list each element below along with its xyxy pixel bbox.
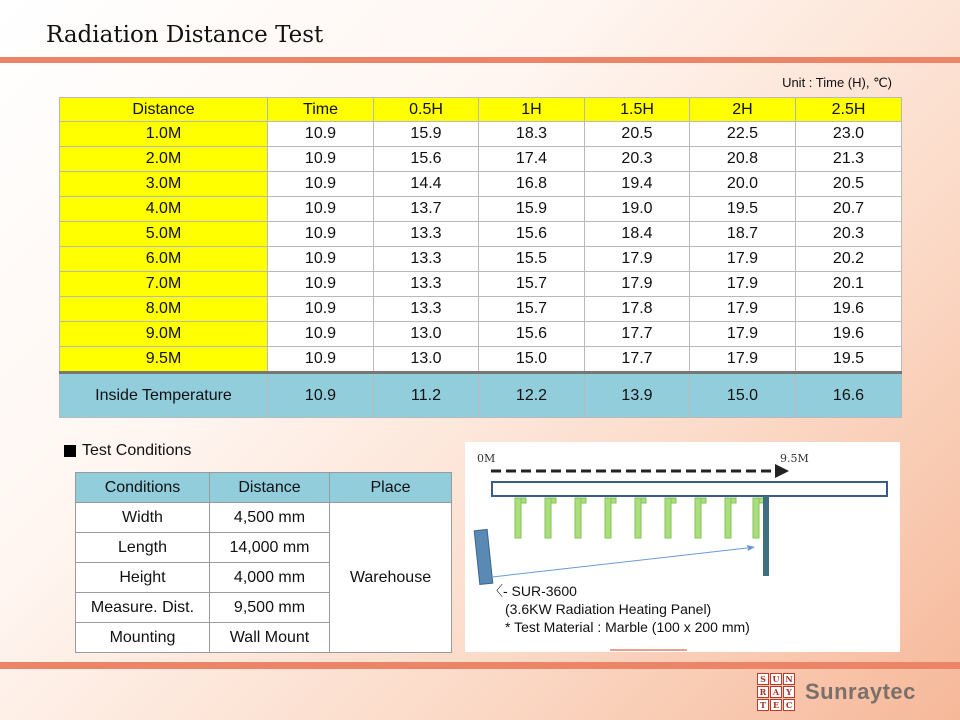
radiation-table <box>59 97 902 418</box>
value-cell: 20.2 <box>796 247 902 272</box>
value-cell: 10.9 <box>268 272 374 297</box>
condition-name-cell: Length <box>76 533 210 563</box>
distance-cell: 2.0M <box>60 147 268 172</box>
logo-letter: C <box>783 699 795 711</box>
value-cell: 19.0 <box>585 197 690 222</box>
value-cell: 15.0 <box>690 373 796 418</box>
table-header-row <box>60 98 902 122</box>
table-row <box>60 122 902 147</box>
table-row <box>60 247 902 272</box>
condition-value-cell: 14,000 mm <box>210 533 330 563</box>
header-cell: 2H <box>690 98 796 122</box>
logo-letter: U <box>770 673 782 685</box>
value-cell: 15.9 <box>479 197 585 222</box>
table-row <box>60 347 902 373</box>
table-row <box>60 147 902 172</box>
value-cell: 15.0 <box>479 347 585 373</box>
diagram-caption <box>489 582 750 636</box>
conditions-table <box>75 472 452 653</box>
value-cell: 20.3 <box>585 147 690 172</box>
caption-material: * Test Material : Marble (100 x 200 mm) <box>505 619 750 635</box>
logo-letter: T <box>757 699 769 711</box>
value-cell: 19.6 <box>796 297 902 322</box>
header-cell: 2.5H <box>796 98 902 122</box>
value-cell: 13.3 <box>374 247 479 272</box>
logo-letter: S <box>757 673 769 685</box>
value-cell: 20.1 <box>796 272 902 297</box>
value-cell: 13.3 <box>374 222 479 247</box>
header-cell: 1H <box>479 98 585 122</box>
header-cell: Distance <box>210 473 330 503</box>
value-cell: 14.4 <box>374 172 479 197</box>
value-cell: 15.9 <box>374 122 479 147</box>
value-cell: 17.9 <box>585 272 690 297</box>
value-cell: 10.9 <box>268 172 374 197</box>
value-cell: 10.9 <box>268 247 374 272</box>
value-cell: 10.9 <box>268 147 374 172</box>
test-conditions-label <box>64 442 191 460</box>
value-cell: 17.4 <box>479 147 585 172</box>
value-cell: 15.5 <box>479 247 585 272</box>
top-divider <box>0 57 960 63</box>
value-cell: 16.6 <box>796 373 902 418</box>
value-cell: 15.6 <box>374 147 479 172</box>
condition-name-cell: Measure. Dist. <box>76 593 210 623</box>
value-cell: 16.8 <box>479 172 585 197</box>
value-cell: 20.7 <box>796 197 902 222</box>
arrow-head-icon <box>775 464 789 478</box>
value-cell: 13.9 <box>585 373 690 418</box>
header-cell: Time <box>268 98 374 122</box>
distance-cell: 3.0M <box>60 172 268 197</box>
unit-note: Unit : Time (H), ℃) <box>782 75 892 90</box>
value-cell: 22.5 <box>690 122 796 147</box>
brand-logo <box>757 673 916 711</box>
caption-product: 〈- SUR-3600 <box>489 583 577 599</box>
value-cell: 23.0 <box>796 122 902 147</box>
value-cell: 10.9 <box>268 347 374 373</box>
value-cell: 10.9 <box>268 322 374 347</box>
page-title: Radiation Distance Test <box>46 22 324 48</box>
table-row <box>60 297 902 322</box>
value-cell: 13.3 <box>374 272 479 297</box>
value-cell: 10.9 <box>268 297 374 322</box>
value-cell: 17.9 <box>585 247 690 272</box>
distance-cell: 5.0M <box>60 222 268 247</box>
value-cell: 20.0 <box>690 172 796 197</box>
logo-letter: A <box>770 686 782 698</box>
value-cell: 13.0 <box>374 347 479 373</box>
header-cell: Place <box>330 473 452 503</box>
value-cell: 15.6 <box>479 322 585 347</box>
distance-cell: 1.0M <box>60 122 268 147</box>
ceiling-rail <box>492 482 887 496</box>
conditions-row <box>76 503 452 533</box>
inside-temperature-row <box>60 373 902 418</box>
header-cell: Distance <box>60 98 268 122</box>
distance-cell: 8.0M <box>60 297 268 322</box>
table-row <box>60 222 902 247</box>
value-cell: 10.9 <box>268 222 374 247</box>
panel-row <box>515 498 764 538</box>
inside-label-cell: Inside Temperature <box>60 373 268 418</box>
distance-cell: 7.0M <box>60 272 268 297</box>
logo-letter: R <box>757 686 769 698</box>
value-cell: 17.9 <box>690 247 796 272</box>
logo-letter: N <box>783 673 795 685</box>
value-cell: 18.3 <box>479 122 585 147</box>
value-cell: 13.7 <box>374 197 479 222</box>
value-cell: 20.3 <box>796 222 902 247</box>
caption-spec: (3.6KW Radiation Heating Panel) <box>505 601 712 617</box>
value-cell: 17.9 <box>690 322 796 347</box>
start-label: 0M <box>477 452 496 465</box>
value-cell: 17.9 <box>690 347 796 373</box>
header-cell: 1.5H <box>585 98 690 122</box>
value-cell: 17.7 <box>585 322 690 347</box>
value-cell: 20.8 <box>690 147 796 172</box>
value-cell: 18.7 <box>690 222 796 247</box>
test-conditions-text: Test Conditions <box>82 442 192 459</box>
value-cell: 19.6 <box>796 322 902 347</box>
end-label: 9.5M <box>780 452 809 465</box>
bottom-divider <box>0 662 960 669</box>
logo-letter: E <box>770 699 782 711</box>
value-cell: 13.0 <box>374 322 479 347</box>
place-cell: Warehouse <box>330 503 452 653</box>
value-cell: 19.5 <box>796 347 902 373</box>
table-row <box>60 272 902 297</box>
wall-post <box>763 496 769 576</box>
value-cell: 17.9 <box>690 297 796 322</box>
condition-value-cell: 4,000 mm <box>210 563 330 593</box>
distance-cell: 9.5M <box>60 347 268 373</box>
condition-value-cell: Wall Mount <box>210 623 330 653</box>
condition-value-cell: 9,500 mm <box>210 593 330 623</box>
table-row <box>60 172 902 197</box>
table-row <box>60 322 902 347</box>
value-cell: 15.7 <box>479 297 585 322</box>
value-cell: 11.2 <box>374 373 479 418</box>
value-cell: 15.6 <box>479 222 585 247</box>
condition-name-cell: Mounting <box>76 623 210 653</box>
radiation-line <box>492 548 747 577</box>
value-cell: 10.9 <box>268 122 374 147</box>
distance-cell: 4.0M <box>60 197 268 222</box>
value-cell: 17.9 <box>690 272 796 297</box>
header-cell: Conditions <box>76 473 210 503</box>
value-cell: 20.5 <box>585 122 690 147</box>
value-cell: 19.4 <box>585 172 690 197</box>
square-bullet-icon <box>64 445 76 457</box>
value-cell: 10.9 <box>268 373 374 418</box>
condition-name-cell: Width <box>76 503 210 533</box>
table-row <box>60 197 902 222</box>
value-cell: 20.5 <box>796 172 902 197</box>
distance-cell: 9.0M <box>60 322 268 347</box>
value-cell: 15.7 <box>479 272 585 297</box>
logo-letter: Y <box>783 686 795 698</box>
distance-cell: 6.0M <box>60 247 268 272</box>
brand-name: Sunraytec <box>805 679 916 704</box>
conditions-header-row <box>76 473 452 503</box>
condition-value-cell: 4,500 mm <box>210 503 330 533</box>
value-cell: 17.8 <box>585 297 690 322</box>
header-cell: 0.5H <box>374 98 479 122</box>
value-cell: 10.9 <box>268 197 374 222</box>
value-cell: 12.2 <box>479 373 585 418</box>
value-cell: 21.3 <box>796 147 902 172</box>
value-cell: 13.3 <box>374 297 479 322</box>
condition-name-cell: Height <box>76 563 210 593</box>
test-diagram <box>465 442 900 652</box>
value-cell: 19.5 <box>690 197 796 222</box>
logo-mark-icon <box>757 673 795 711</box>
value-cell: 17.7 <box>585 347 690 373</box>
heater-panel-icon <box>474 529 493 584</box>
value-cell: 18.4 <box>585 222 690 247</box>
